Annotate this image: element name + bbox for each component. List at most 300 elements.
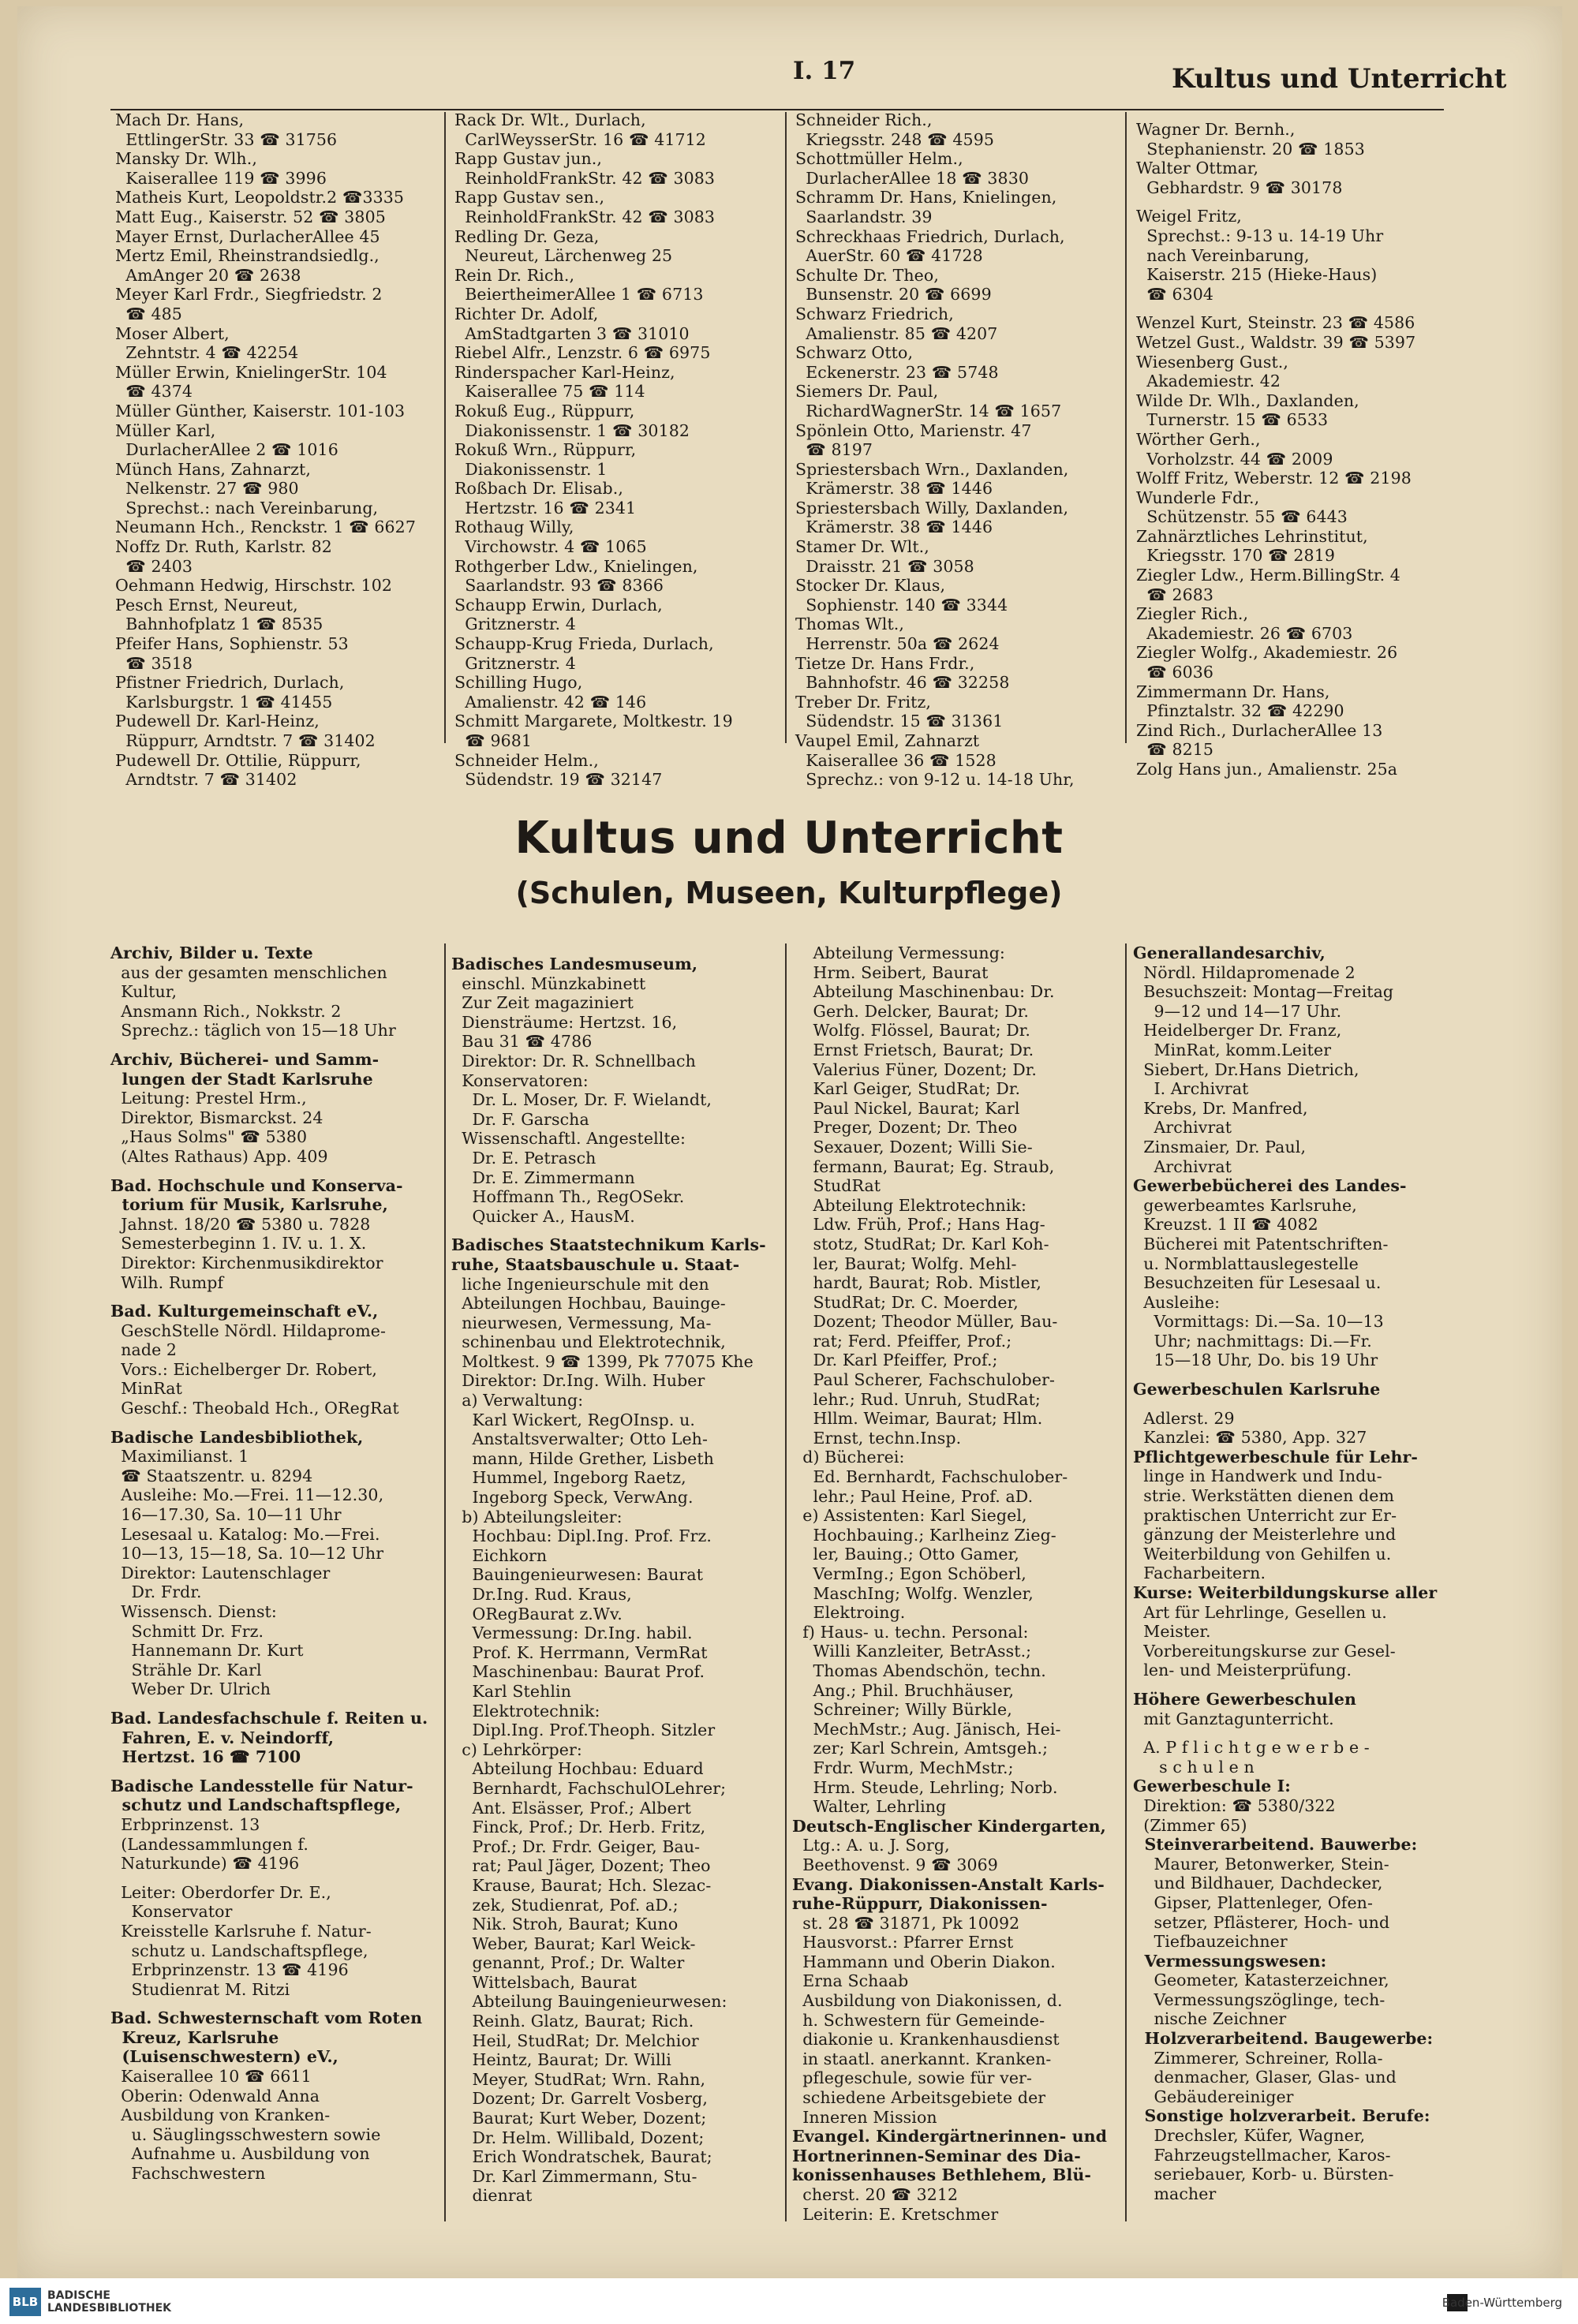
text-line: Rein Dr. Rich., bbox=[454, 265, 575, 285]
bottom-column-4 bbox=[1133, 943, 1480, 2203]
text-line: Schützenstr. 55 ☎ 6443 bbox=[1136, 507, 1348, 527]
text-line: ☎ 2403 bbox=[115, 556, 193, 576]
text-line: Dr.Ing. Rud. Kraus, bbox=[451, 1585, 632, 1604]
text-line: Wunderle Fdr., bbox=[1136, 488, 1260, 507]
text-line: Paul Scherer, Fachschulober- bbox=[792, 1370, 1056, 1390]
text-line: torium für Musik, Karlsruhe, bbox=[110, 1195, 388, 1215]
text-line: Hummel, Ingeborg Raetz, bbox=[451, 1468, 686, 1488]
text-line: ruhe, Staatsbauschule u. Staat- bbox=[451, 1254, 740, 1274]
text-line bbox=[1133, 1728, 1480, 1738]
text-line: Ant. Elsässer, Prof.; Albert bbox=[451, 1798, 691, 1818]
text-line: Karlsburgstr. 1 ☎ 41455 bbox=[115, 692, 333, 712]
section-title: Kultus und Unterricht bbox=[514, 813, 1064, 864]
text-line: Archiv, Bilder u. Texte bbox=[110, 943, 313, 962]
text-line: schiedene Arbeitsgebiete der bbox=[792, 2088, 1046, 2108]
text-line: Sonstige holzverarbeit. Berufe: bbox=[1133, 2106, 1430, 2126]
text-line: GeschStelle Nördl. Hildaprome- bbox=[110, 1321, 387, 1340]
text-line: Direktor, Bismarckst. 24 bbox=[110, 1108, 323, 1127]
text-line: Weigel Fritz, bbox=[1136, 207, 1242, 226]
text-line: Dr. E. Petrasch bbox=[451, 1148, 596, 1168]
text-line: lehr.; Paul Heine, Prof. aD. bbox=[792, 1486, 1034, 1506]
text-line: rat; Paul Jäger, Dozent; Theo bbox=[451, 1856, 711, 1876]
text-line: Ed. Bernhardt, Fachschulober- bbox=[792, 1467, 1068, 1487]
text-line: ler, Baurat; Wolfg. Mehl- bbox=[792, 1254, 1017, 1273]
text-line: Hllm. Weimar, Baurat; Hlm. bbox=[792, 1409, 1043, 1429]
text-line: Schramm Dr. Hans, Knielingen, bbox=[795, 188, 1057, 207]
text-line: Siemers Dr. Paul, bbox=[795, 382, 939, 402]
text-line: macher bbox=[1133, 2184, 1217, 2203]
text-line: Pfinztalstr. 32 ☎ 42290 bbox=[1136, 701, 1344, 721]
text-line: c) Lehrkörper: bbox=[451, 1739, 582, 1759]
text-line: Maximilianst. 1 bbox=[110, 1447, 249, 1467]
text-line: b) Abteilungsleiter: bbox=[451, 1507, 623, 1526]
text-line: Sexauer, Dozent; Willi Sie- bbox=[792, 1137, 1033, 1156]
viewer-footer bbox=[0, 2278, 1578, 2324]
text-line: Stephanienstr. 20 ☎ 1853 bbox=[1136, 139, 1365, 159]
text-line: Ausbildung von Kranken- bbox=[110, 2105, 331, 2125]
text-line: ☎ 9681 bbox=[454, 731, 533, 750]
text-line: DurlacherAllee 18 ☎ 3830 bbox=[795, 168, 1029, 188]
text-line: Baurat; Kurt Weber, Dozent; bbox=[451, 2109, 707, 2128]
text-line: Meyer Karl Frdr., Siegfriedstr. 2 bbox=[115, 285, 383, 305]
text-line: Konservator bbox=[110, 1902, 233, 1922]
text-line: Art für Lehrlinge, Gesellen u. bbox=[1133, 1602, 1387, 1622]
text-line: Zimmermann Dr. Hans, bbox=[1136, 682, 1330, 701]
text-line: Pesch Ernst, Neureut, bbox=[115, 595, 298, 615]
text-line: Abteilung Hochbau: Eduard bbox=[451, 1759, 704, 1779]
text-line: Leiter: Oberdorfer Dr. E., bbox=[110, 1882, 331, 1902]
text-line: Willi Kanzleiter, BetrAsst.; bbox=[792, 1642, 1032, 1661]
text-line: Vermessungswesen: bbox=[1133, 1951, 1327, 1971]
text-line: Evang. Diakonissen-Anstalt Karls- bbox=[792, 1874, 1105, 1894]
text-line: Bad. Kulturgemeinschaft eV., bbox=[110, 1302, 379, 1321]
text-line: Nelkenstr. 27 ☎ 980 bbox=[115, 479, 299, 499]
text-line: Eckenerstr. 23 ☎ 5748 bbox=[795, 362, 999, 382]
text-line: DurlacherAllee 2 ☎ 1016 bbox=[115, 440, 338, 460]
text-line: Amalienstr. 42 ☎ 146 bbox=[454, 692, 647, 712]
library-name-line-2: LANDESBIBLIOTHEK bbox=[47, 2302, 172, 2315]
text-line: Kultur, bbox=[110, 982, 178, 1002]
text-line: Moltkest. 9 ☎ 1399, Pk 77075 Khe bbox=[451, 1351, 753, 1371]
text-line: nach Vereinbarung, bbox=[1136, 245, 1310, 265]
text-line: Ang.; Phil. Bruchhäuser, bbox=[792, 1680, 1015, 1700]
text-line: Weiterbildung von Gehilfen u. bbox=[1133, 1544, 1392, 1564]
text-line: Saarlandstr. 39 bbox=[795, 207, 933, 226]
library-logo: BLB bbox=[9, 2288, 41, 2316]
text-line: Zimmerer, Schreiner, Rolla- bbox=[1133, 2048, 1383, 2068]
text-line: Gewerbeschulen Karlsruhe bbox=[1133, 1380, 1381, 1399]
text-line: Erbprinzenst. 13 bbox=[110, 1814, 260, 1834]
text-line: Badisches Staatstechnikum Karls- bbox=[451, 1235, 766, 1255]
text-line: ☎ 4374 bbox=[115, 382, 193, 402]
text-line: Kreuzst. 1 II ☎ 4082 bbox=[1133, 1215, 1318, 1235]
text-line: schutz u. Landschaftspflege, bbox=[110, 1941, 368, 1960]
text-line: AmStadtgarten 3 ☎ 31010 bbox=[454, 323, 690, 343]
text-line: u. Normblattauslegestelle bbox=[1133, 1254, 1359, 1273]
top-column-4 bbox=[1136, 120, 1468, 779]
text-line: Sophienstr. 140 ☎ 3344 bbox=[795, 595, 1008, 615]
text-line: Nik. Stroh, Baurat; Kuno bbox=[451, 1915, 679, 1934]
text-line: Turnerstr. 15 ☎ 6533 bbox=[1136, 410, 1329, 430]
section-subtitle: (Schulen, Museen, Kulturpflege) bbox=[515, 876, 1063, 910]
text-line: Kaiserstr. 215 (Hieke-Haus) bbox=[1136, 265, 1378, 285]
text-line: Vermessung: Dr.Ing. habil. bbox=[451, 1623, 693, 1643]
text-line: Pudewell Dr. Karl-Heinz, bbox=[115, 712, 320, 731]
text-line: Badische Landesstelle für Natur- bbox=[110, 1776, 413, 1795]
text-line: u. Säuglingsschwestern sowie bbox=[110, 2124, 381, 2144]
text-line: Gipser, Plattenleger, Ofen- bbox=[1133, 1892, 1374, 1912]
text-line: Direktor: Lautenschlager bbox=[110, 1563, 331, 1582]
text-line: Naturkunde) ☎ 4196 bbox=[110, 1854, 300, 1874]
text-line: Adlerst. 29 bbox=[1133, 1408, 1235, 1428]
text-line: Kaiserallee 36 ☎ 1528 bbox=[795, 750, 997, 770]
text-line: Holzverarbeitend. Baugewerbe: bbox=[1133, 2029, 1434, 2049]
text-line: st. 28 ☎ 31871, Pk 10092 bbox=[792, 1913, 1020, 1933]
text-line: Ltg.: A. u. J. Sorg, bbox=[792, 1836, 950, 1855]
text-line: Schwarz Friedrich, bbox=[795, 304, 954, 323]
text-line: Ernst, techn.Insp. bbox=[792, 1428, 962, 1448]
text-line: Fahren, E. v. Neindorff, bbox=[110, 1728, 335, 1747]
text-line: Deutsch-Englischer Kindergarten, bbox=[792, 1816, 1106, 1836]
text-line: Wenzel Kurt, Steinstr. 23 ☎ 4586 bbox=[1136, 313, 1415, 333]
text-line: Stamer Dr. Wlt., bbox=[795, 537, 929, 557]
text-line: Geometer, Katasterzeichner, bbox=[1133, 1971, 1389, 1990]
text-line: AuerStr. 60 ☎ 41728 bbox=[795, 246, 983, 266]
text-line: Karl Wickert, RegOInsp. u. bbox=[451, 1410, 696, 1429]
text-line: Zolg Hans jun., Amalienstr. 25a bbox=[1136, 760, 1398, 779]
text-line: Kurse: Weiterbildungskurse aller bbox=[1133, 1583, 1438, 1602]
text-line: Wörther Gerh., bbox=[1136, 429, 1261, 449]
text-line: f) Haus- u. techn. Personal: bbox=[792, 1622, 1029, 1642]
text-line: seriebauer, Korb- u. Bürsten- bbox=[1133, 2165, 1394, 2184]
text-line: Valerius Füner, Dozent; Dr. bbox=[792, 1059, 1038, 1079]
text-line: Saarlandstr. 93 ☎ 8366 bbox=[454, 576, 664, 596]
text-line: Hochbau: Dipl.Ing. Prof. Frz. bbox=[451, 1526, 712, 1546]
text-line bbox=[1136, 304, 1468, 313]
text-line: denmacher, Glaser, Glas- und bbox=[1133, 2068, 1397, 2087]
text-line: Bernhardt, FachschulOLehrer; bbox=[451, 1778, 727, 1798]
text-line: Spriestersbach Wrn., Daxlanden, bbox=[795, 459, 1069, 479]
text-line: BeiertheimerAllee 1 ☎ 6713 bbox=[454, 285, 704, 305]
column-divider bbox=[785, 112, 787, 743]
text-line: Weber, Baurat; Karl Weick- bbox=[451, 1934, 696, 1953]
text-line: Dr. L. Moser, Dr. F. Wielandt, bbox=[451, 1090, 712, 1110]
text-line: Ldw. Früh, Prof.; Hans Hag- bbox=[792, 1215, 1045, 1235]
text-line: „Haus Solms" ☎ 5380 bbox=[110, 1127, 308, 1147]
text-line: Neureut, Lärchenweg 25 bbox=[454, 246, 673, 266]
text-line: Diakonissenstr. 1 ☎ 30182 bbox=[454, 420, 690, 440]
text-line: Abteilung Vermessung: bbox=[792, 943, 1005, 962]
text-line: Konservatoren: bbox=[451, 1070, 589, 1090]
text-line: Schneider Rich., bbox=[795, 110, 933, 129]
text-line: Gebäudereiniger bbox=[1133, 2087, 1294, 2106]
text-line: Badisches Landesmuseum, bbox=[451, 955, 698, 973]
text-line: Krebs, Dr. Manfred, bbox=[1133, 1098, 1308, 1118]
text-line: Leitung: Prestel Hrm., bbox=[110, 1089, 307, 1108]
text-line: Rinderspacher Karl-Heinz, bbox=[454, 362, 675, 382]
text-line: (Zimmer 65) bbox=[1133, 1815, 1247, 1835]
text-line: h. Schwestern für Gemeinde- bbox=[792, 2010, 1045, 2030]
text-line: Oberin: Odenwald Anna bbox=[110, 2086, 320, 2105]
text-line: zer; Karl Schrein, Amtsgeh.; bbox=[792, 1739, 1049, 1758]
text-line: genannt, Prof.; Dr. Walter bbox=[451, 1953, 685, 1973]
text-line: diakonie u. Krankenhausdienst bbox=[792, 2030, 1060, 2049]
text-line: Direktor: Dr. R. Schnellbach bbox=[451, 1051, 696, 1070]
text-line: Jahnst. 18/20 ☎ 5380 u. 7828 bbox=[110, 1214, 371, 1234]
text-line: Tietze Dr. Hans Frdr., bbox=[795, 653, 975, 673]
text-line: Ingeborg Speck, VerwAng. bbox=[451, 1488, 694, 1508]
text-line: Kaiserallee 75 ☎ 114 bbox=[454, 382, 645, 402]
text-line: dienrat bbox=[451, 2186, 533, 2206]
text-line: Frdr. Wurm, MechMstr.; bbox=[792, 1758, 1014, 1777]
text-line: Dr. E. Zimmermann bbox=[451, 1168, 635, 1187]
text-line: Facharbeitern. bbox=[1133, 1564, 1266, 1583]
text-line: 10—13, 15—18, Sa. 10—12 Uhr bbox=[110, 1544, 384, 1564]
text-line: Redling Dr. Geza, bbox=[454, 226, 600, 246]
text-line: Zinsmaier, Dr. Paul, bbox=[1133, 1137, 1307, 1156]
text-line: I. Archivrat bbox=[1133, 1079, 1249, 1099]
text-line: Siebert, Dr.Hans Dietrich, bbox=[1133, 1059, 1359, 1079]
text-line: Schmitt Margarete, Moltkestr. 19 bbox=[454, 712, 733, 731]
text-line: Dipl.Ing. Prof.Theoph. Sitzler bbox=[451, 1721, 716, 1740]
text-line: Direktor: Dr.Ing. Wilh. Huber bbox=[451, 1371, 705, 1391]
text-line: Müller Erwin, KnielingerStr. 104 bbox=[115, 362, 387, 382]
text-line: zek, Studienrat, Pof. aD.; bbox=[451, 1895, 679, 1915]
text-line: ReinholdFrankStr. 42 ☎ 3083 bbox=[454, 207, 716, 226]
column-divider bbox=[444, 943, 446, 2221]
text-line: Schaupp Erwin, Durlach, bbox=[454, 595, 663, 615]
text-line: Matheis Kurt, Leopoldstr.2 ☎3335 bbox=[115, 188, 405, 207]
text-line: Studienrat M. Ritzi bbox=[110, 1979, 290, 1999]
text-line: schinenbau und Elektrotechnik, bbox=[451, 1332, 726, 1352]
text-line: lungen der Stadt Karlsruhe bbox=[110, 1069, 373, 1089]
text-line: Eichkorn bbox=[451, 1545, 548, 1565]
text-line: Spriestersbach Willy, Daxlanden, bbox=[795, 498, 1069, 517]
text-line: Lesesaal u. Katalog: Mo.—Frei. bbox=[110, 1524, 380, 1544]
text-line: Dozent; Theodor Müller, Bau- bbox=[792, 1312, 1058, 1332]
text-line: Erbprinzenstr. 13 ☎ 4196 bbox=[110, 1960, 349, 1980]
text-line: nade 2 bbox=[110, 1340, 178, 1360]
text-line: rat; Ferd. Pfeiffer, Prof.; bbox=[792, 1331, 1012, 1351]
text-line: Wilde Dr. Wlh., Daxlanden, bbox=[1136, 390, 1359, 410]
text-line: Heil, StudRat; Dr. Melchior bbox=[451, 2031, 699, 2050]
text-line: schutz und Landschaftspflege, bbox=[110, 1795, 402, 1815]
text-line: (Luisenschwestern) eV., bbox=[110, 2047, 338, 2067]
text-line bbox=[110, 1874, 442, 1883]
text-line: Kaiserallee 10 ☎ 6611 bbox=[110, 2067, 312, 2087]
text-line: Vermessungszöglinge, tech- bbox=[1133, 1990, 1385, 2009]
text-line: Pfeifer Hans, Sophienstr. 53 bbox=[115, 634, 349, 654]
text-line: Ausleihe: bbox=[1133, 1292, 1221, 1312]
text-line: Sprechst.: 9-13 u. 14-19 Uhr bbox=[1136, 226, 1384, 245]
text-line: Müller Günther, Kaiserstr. 101-103 bbox=[115, 401, 406, 420]
text-line: hardt, Baurat; Rob. Mistler, bbox=[792, 1273, 1042, 1293]
text-line: Steinverarbeitend. Bauwerbe: bbox=[1133, 1835, 1418, 1855]
text-line: ☎ 3518 bbox=[115, 653, 193, 673]
text-line: Heintz, Baurat; Dr. Willi bbox=[451, 2050, 671, 2070]
text-line: Fahrzeugstellmacher, Karos- bbox=[1133, 2145, 1391, 2165]
text-line: Vormittags: Di.—Sa. 10—13 bbox=[1133, 1312, 1384, 1332]
text-line: Gewerbeschule I: bbox=[1133, 1777, 1291, 1796]
text-line: Kriegsstr. 170 ☎ 2819 bbox=[1136, 546, 1335, 566]
text-line: Hochbauing.; Karlheinz Zieg- bbox=[792, 1525, 1056, 1545]
text-line: Akademiestr. 42 bbox=[1136, 372, 1281, 391]
text-line: Wittelsbach, Baurat bbox=[451, 1972, 638, 1992]
text-line: Vorholzstr. 44 ☎ 2009 bbox=[1136, 449, 1333, 469]
text-line: Virchowstr. 4 ☎ 1065 bbox=[454, 537, 647, 557]
column-divider bbox=[1125, 112, 1127, 743]
text-line: Dr. Helm. Willibald, Dozent; bbox=[451, 2128, 705, 2147]
text-line: Prof. K. Herrmann, VermRat bbox=[451, 1642, 708, 1662]
text-line: Hortnerinnen-Seminar des Dia- bbox=[792, 2146, 1081, 2165]
text-line: Zehntstr. 4 ☎ 42254 bbox=[115, 343, 299, 363]
text-line: StudRat; Dr. C. Moerder, bbox=[792, 1292, 1019, 1312]
text-line: Vors.: Eichelberger Dr. Robert, bbox=[110, 1359, 377, 1379]
text-line: Moser Albert, bbox=[115, 323, 230, 343]
text-line bbox=[1136, 197, 1468, 207]
text-line: Abteilung Bauingenieurwesen: bbox=[451, 1992, 727, 2012]
library-name-line-1: BADISCHE bbox=[47, 2289, 110, 2302]
text-line: Reinh. Glatz, Baurat; Rich. bbox=[451, 2012, 694, 2031]
text-line: Heidelberger Dr. Franz, bbox=[1133, 1021, 1342, 1041]
text-line: RichardWagnerStr. 14 ☎ 1657 bbox=[795, 401, 1062, 420]
text-line: Bücherei mit Patentschriften- bbox=[1133, 1234, 1389, 1254]
text-line bbox=[110, 1041, 442, 1050]
text-line: Ziegler Rich., bbox=[1136, 604, 1249, 624]
text-line: Gebhardstr. 9 ☎ 30178 bbox=[1136, 177, 1343, 197]
text-line: Semesterbeginn 1. IV. u. 1. X. bbox=[110, 1234, 367, 1254]
text-line: Wiesenberg Gust., bbox=[1136, 352, 1289, 372]
text-line: nieurwesen, Vermessung, Ma- bbox=[451, 1313, 712, 1332]
text-line bbox=[110, 1418, 442, 1428]
text-line bbox=[1133, 1399, 1480, 1409]
text-line: und Bildhauer, Dachdecker, bbox=[1133, 1874, 1383, 1893]
text-line: Bahnhofplatz 1 ☎ 8535 bbox=[115, 615, 323, 634]
text-line: len- und Meisterprüfung. bbox=[1133, 1661, 1352, 1680]
text-line: Rapp Gustav jun., bbox=[454, 149, 603, 169]
text-line: Karl Stehlin bbox=[451, 1681, 572, 1701]
top-column-2 bbox=[454, 110, 786, 790]
text-line: Oehmann Hedwig, Hirschstr. 102 bbox=[115, 576, 393, 596]
text-line: Vorbereitungskurse zur Gesel- bbox=[1133, 1641, 1396, 1661]
text-line: ☎ 8215 bbox=[1136, 740, 1214, 760]
text-line: Wilh. Rumpf bbox=[110, 1272, 224, 1292]
text-line: Direktion: ☎ 5380/322 bbox=[1133, 1795, 1336, 1815]
text-line: ruhe-Rüppurr, Diakonissen- bbox=[792, 1894, 1048, 1914]
text-line: Drechsler, Küfer, Wagner, bbox=[1133, 2126, 1366, 2146]
page-number: I. 17 bbox=[793, 57, 856, 85]
text-line: Hannemann Dr. Kurt bbox=[110, 1641, 304, 1661]
text-line: MaschIng; Wolfg. Wenzler, bbox=[792, 1583, 1034, 1603]
text-line: Ausbildung von Diakonissen, d. bbox=[792, 1991, 1063, 2011]
text-line: cherst. 20 ☎ 3212 bbox=[792, 2185, 959, 2204]
column-divider bbox=[785, 943, 787, 2221]
text-line: Ziegler Wolfg., Akademiestr. 26 bbox=[1136, 643, 1398, 663]
text-line: Kreisstelle Karlsruhe f. Natur- bbox=[110, 1921, 372, 1941]
bottom-column-3 bbox=[792, 943, 1124, 2224]
text-line: Zur Zeit magaziniert bbox=[451, 993, 634, 1013]
text-line: Mach Dr. Hans, bbox=[115, 110, 245, 129]
text-line: Bauingenieurwesen: Baurat bbox=[451, 1565, 704, 1585]
text-line: Walter, Lehrling bbox=[792, 1797, 947, 1817]
text-line: nische Zeichner bbox=[1133, 2009, 1287, 2029]
text-line: ☎ 485 bbox=[115, 304, 182, 323]
text-line: Stocker Dr. Klaus, bbox=[795, 576, 946, 596]
text-line: Sprechz.: täglich von 15—18 Uhr bbox=[110, 1021, 396, 1041]
text-line: Finck, Prof.; Dr. Herb. Fritz, bbox=[451, 1818, 706, 1837]
text-line: konissenhauses Bethlehem, Blü- bbox=[792, 2165, 1091, 2185]
text-line: Thomas Abendschön, techn. bbox=[792, 1661, 1046, 1680]
text-line bbox=[1133, 1680, 1480, 1690]
text-line: Schmitt Dr. Frz. bbox=[110, 1621, 264, 1641]
text-line bbox=[1133, 1370, 1480, 1380]
text-line: Akademiestr. 26 ☎ 6703 bbox=[1136, 623, 1353, 643]
text-line: Schilling Hugo, bbox=[454, 673, 583, 693]
text-line: Krämerstr. 38 ☎ 1446 bbox=[795, 479, 993, 499]
text-line: Ansmann Rich., Nokkstr. 2 bbox=[110, 1001, 342, 1021]
text-line: Dr. Frdr. bbox=[110, 1582, 202, 1602]
text-line: Kriegsstr. 248 ☎ 4595 bbox=[795, 129, 994, 149]
text-line: Schwarz Otto, bbox=[795, 343, 914, 363]
text-line: EttlingerStr. 33 ☎ 31756 bbox=[115, 129, 338, 149]
text-line: ORegBaurat z.Wv. bbox=[451, 1604, 623, 1623]
text-line: Weber Dr. Ulrich bbox=[110, 1679, 271, 1699]
text-line: Richter Dr. Adolf, bbox=[454, 304, 599, 323]
text-line: Thomas Wlt., bbox=[795, 615, 905, 634]
text-line: Herrenstr. 50a ☎ 2624 bbox=[795, 634, 1000, 654]
text-line: Badische Landesbibliothek, bbox=[110, 1427, 364, 1447]
running-header-title: Kultus und Unterricht bbox=[1172, 63, 1507, 95]
text-line: Kreuz, Karlsruhe bbox=[110, 2027, 279, 2047]
text-line: ☎ 8197 bbox=[795, 440, 873, 460]
text-line: Roßbach Dr. Elisab., bbox=[454, 479, 624, 499]
text-line: mann, Hilde Grether, Lisbeth bbox=[451, 1448, 714, 1468]
text-line: aus der gesamten menschlichen bbox=[110, 962, 387, 982]
text-line: MinRat bbox=[110, 1379, 182, 1399]
text-line: Rokuß Eug., Rüppurr, bbox=[454, 401, 635, 420]
text-line: Draisstr. 21 ☎ 3058 bbox=[795, 556, 974, 576]
text-line: Archivrat bbox=[1133, 1156, 1232, 1176]
text-line: Schaupp-Krug Frieda, Durlach, bbox=[454, 634, 714, 654]
text-line: Wolfg. Flössel, Baurat; Dr. bbox=[792, 1021, 1031, 1041]
text-line: Maschinenbau: Baurat Prof. bbox=[451, 1662, 705, 1682]
text-line: Kanzlei: ☎ 5380, App. 327 bbox=[1133, 1428, 1367, 1448]
text-line: MinRat, komm.Leiter bbox=[1133, 1040, 1332, 1059]
text-line: Mertz Emil, Rheinstrandsiedlg., bbox=[115, 246, 380, 266]
bottom-column-1 bbox=[110, 943, 442, 2184]
text-line: Generallandesarchiv, bbox=[1133, 943, 1326, 962]
text-line: Tiefbauzeichner bbox=[1133, 1932, 1288, 1952]
text-line: Rothaug Willy, bbox=[454, 517, 574, 537]
text-line: fermann, Baurat; Eg. Straub, bbox=[792, 1156, 1055, 1176]
text-line: ReinholdFrankStr. 42 ☎ 3083 bbox=[454, 168, 716, 188]
text-line: Quicker A., HausM. bbox=[451, 1206, 635, 1226]
text-line: Matt Eug., Kaiserstr. 52 ☎ 3805 bbox=[115, 207, 386, 226]
text-line: Höhere Gewerbeschulen bbox=[1133, 1689, 1357, 1709]
text-line: Noffz Dr. Ruth, Karlstr. 82 bbox=[115, 537, 332, 557]
text-line: Inneren Mission bbox=[792, 2107, 937, 2127]
text-line: MechMstr.; Aug. Jänisch, Hei- bbox=[792, 1719, 1061, 1739]
text-line: Anstaltsverwalter; Otto Leh- bbox=[451, 1429, 709, 1449]
text-line: Rothgerber Ldw., Knielingen, bbox=[454, 556, 698, 576]
text-line: Elektrotechnik: bbox=[451, 1701, 600, 1721]
library-name bbox=[47, 2289, 171, 2315]
text-line: Hausvorst.: Pfarrer Ernst bbox=[792, 1933, 1014, 1952]
text-line bbox=[110, 1167, 442, 1176]
text-line: praktischen Unterricht zur Er- bbox=[1133, 1505, 1397, 1525]
text-line: Hrm. Steude, Lehrling; Norb. bbox=[792, 1777, 1058, 1797]
top-column-1 bbox=[115, 110, 447, 790]
